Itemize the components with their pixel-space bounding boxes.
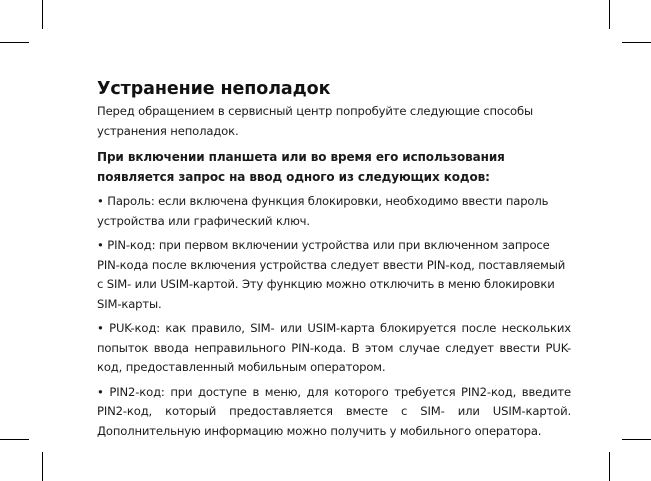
document-page bbox=[97, 78, 571, 441]
crop-mark-bottom-right-vertical bbox=[609, 452, 610, 481]
list-item-password: • Пароль: если включена функция блокировки, необходимо ввести пароль устройства или графический ключ. bbox=[97, 194, 549, 228]
page-title: Устранение неполадок bbox=[97, 79, 331, 99]
section-subheading: При включении планшета или во время его использования появляется запрос на ввод одного из следующих кодов: bbox=[97, 150, 505, 184]
crop-mark-top-right-horizontal bbox=[622, 42, 651, 43]
crop-mark-bottom-left-vertical bbox=[42, 452, 43, 481]
crop-mark-top-left-vertical bbox=[42, 0, 43, 29]
bullet-icon: • bbox=[97, 194, 104, 208]
list-item-pin: • PIN-код: при первом включении устройства или при включенном запросе PIN-кода после включения устройства следует ввести PIN-код, поставляемый с SIM- или USIM-картой. Эту функцию можно отключить в меню блокировки SIM-карты. bbox=[97, 238, 566, 311]
crop-mark-bottom-right-horizontal bbox=[622, 439, 651, 440]
bullet-icon: • bbox=[97, 384, 104, 399]
intro-paragraph: Перед обращением в сервисный центр попробуйте следующие способы устранения неполадок. bbox=[97, 104, 533, 138]
crop-mark-top-right-vertical bbox=[609, 0, 610, 29]
bullet-icon: • bbox=[97, 238, 104, 252]
list-item-pin2: • PIN2-код: при доступе в меню, для которого требуется PIN2-код, введите PIN2-код, который предоставляется вместе с SIM- или USIM-картой. Дополнительную информацию можно получить у мобильного оператора. bbox=[97, 384, 571, 438]
list-item-puk: • PUK-код: как правило, SIM- или USIM-карта блокируется после нескольких попыток ввода неправильного PIN-кода. В этом случае следует ввести PUK-код, предоставленный мобильным оператором. bbox=[97, 321, 571, 374]
crop-mark-bottom-left-horizontal bbox=[0, 439, 29, 440]
bullet-icon: • bbox=[97, 321, 104, 335]
crop-mark-top-left-horizontal bbox=[0, 42, 29, 43]
